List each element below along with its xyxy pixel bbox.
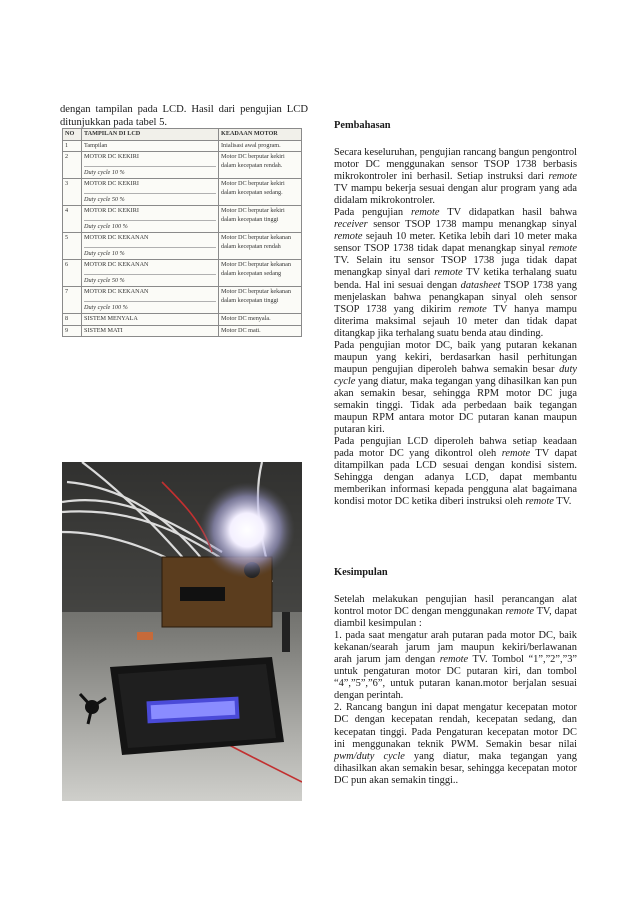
pembahasan-paragraph-3 xyxy=(334,340,577,436)
table-header-display: TAMPILAN DI LCD xyxy=(82,129,219,141)
table-row xyxy=(63,287,302,314)
table-cell-no: 4 xyxy=(63,206,82,233)
italic-term: duty cycle xyxy=(334,363,577,387)
text-span: TV dapat ditampilkan pada LCD sesuai dengan kondisi sistem. Sehingga dengan adanya LCD, dapat membantu memberikan informasi kepada pengguna alat bagaimana kondisi motor DC ketika diberi instruksi oleh xyxy=(334,448,578,508)
table-row xyxy=(63,233,302,260)
pembahasan-paragraph-1 xyxy=(334,147,577,207)
table-cell-display xyxy=(82,314,219,326)
pembahasan-paragraph-4 xyxy=(334,436,577,508)
table-cell-no: 9 xyxy=(63,325,82,337)
table-cell-display xyxy=(82,260,219,287)
table-cell-display xyxy=(82,179,219,206)
text-span: sejauh 10 meter. Ketika lebih dari 10 meter maka sensor TSOP 1738 tidak dapat menangkap sinyal xyxy=(334,231,577,255)
table-cell-display xyxy=(82,287,219,314)
text-span: TV. Tombol “1”,”2”,”3” untuk pengaturan motor DC putaran kiri, dan tombol “4”,”5”,”6”, untuk putaran kanan.motor berjalan sesuai dengan perintah. xyxy=(334,654,578,702)
table-cell-no: 7 xyxy=(63,287,82,314)
pembahasan-heading: Pembahasan xyxy=(334,120,391,131)
text-span: 1. pada saat mengatur arah putaran pada motor DC, baik kekanan/searah jarum jam maupun kekiri/berlawanan arah jarum jam dengan xyxy=(334,630,577,666)
table-row xyxy=(63,206,302,233)
table-cell-state: Motor DC berputar kekanan dalam kecepatan tinggi xyxy=(219,287,302,314)
display-text: SISTEM MATI xyxy=(84,326,123,334)
italic-term: remote xyxy=(458,303,487,315)
text-span: 2. Rancang bangun ini dapat mengatur kecepatan motor DC dengan kecepatan rendah, kecepatan sedang, dan kecepatan tinggi. Pada Pengaturan kecepatan motor DC ini menggunakan teknik PWM. Semakin besar nilai xyxy=(334,702,577,750)
kesimpulan-heading: Kesimpulan xyxy=(334,567,388,578)
italic-term: receiver xyxy=(334,219,368,231)
italic-term: remote xyxy=(439,654,469,666)
table-cell-state: Motor DC menyala. xyxy=(219,314,302,326)
display-text: Tampilan xyxy=(84,141,108,149)
pembahasan-section xyxy=(334,147,577,508)
display-text: MOTOR DC KEKIRI xyxy=(84,207,139,214)
duty-cycle-text: Duty cycle 10 % xyxy=(84,247,216,259)
text-span: Secara keseluruhan, pengujian rancang bangun pengontrol motor DC menggunakan sensor TSOP 1738 berbasis mikrokontroler ini berhasil. Setiap instruksi dari xyxy=(334,147,577,183)
text-span: TV didapatkan hasil bahwa xyxy=(439,207,577,219)
text-span: Pada pengujian motor DC, baik yang putaran kekanan maupun yang kekiri, berdasarkan hasil perhitungan maupun pengujian diperoleh bahwa semakin besar xyxy=(334,339,577,375)
kesimpulan-paragraph-1 xyxy=(334,594,577,630)
table-cell-state: Motor DC mati. xyxy=(219,325,302,337)
display-text: MOTOR DC KEKANAN xyxy=(84,288,149,295)
display-text: MOTOR DC KEKIRI xyxy=(84,153,139,160)
text-span: yang diatur, maka tegangan yang dihasilkan kan pun akan semakin besar, sehingga RPM motor DC juga semakin tinggi. Tidak ada perbedaan baik tegangan maupun RPM antara motor DC putaran kanan maupun putaran kiri. xyxy=(334,375,577,436)
kesimpulan-paragraph-3 xyxy=(334,702,577,786)
duty-cycle-text: Duty cycle 10 % xyxy=(84,166,216,178)
table-cell-display xyxy=(82,140,219,152)
table-cell-display xyxy=(82,233,219,260)
table-header-state: KEADAAN MOTOR xyxy=(219,129,302,141)
italic-term: remote xyxy=(548,243,577,255)
table-cell-state: Motor DC berputar kekiri dalam kecepatan sedang. xyxy=(219,179,302,206)
device-photo xyxy=(62,462,302,801)
table-cell-state: Motor DC berputar kekanan dalam kecepatan sedang xyxy=(219,260,302,287)
text-span: TV mampu bekerja sesuai dengan alur program yang ada didalam mikrokontroler. xyxy=(334,183,577,207)
device-photo-illustration xyxy=(62,462,302,801)
display-text: MOTOR DC KEKIRI xyxy=(84,180,139,187)
display-text: MOTOR DC KEKANAN xyxy=(84,261,149,268)
lcd-test-table xyxy=(62,128,302,337)
italic-term: remote xyxy=(525,496,554,508)
table-header-no: NO xyxy=(63,129,82,141)
italic-term: remote xyxy=(334,231,363,243)
table-cell-display xyxy=(82,325,219,337)
text-span: TV ketika terhalang suatu benda. Hal ini sesuai dengan xyxy=(334,267,578,291)
display-text: SISTEM MENYALA xyxy=(84,315,138,322)
kesimpulan-paragraph-2 xyxy=(334,630,577,702)
table-row xyxy=(63,260,302,287)
italic-term: remote xyxy=(434,267,463,279)
table-cell-state: Motor DC berputar kekanan dalam kecepatan rendah xyxy=(219,233,302,260)
table-row xyxy=(63,179,302,206)
table-cell-display xyxy=(82,206,219,233)
kesimpulan-section xyxy=(334,594,577,787)
table-cell-no: 3 xyxy=(63,179,82,206)
italic-term: pwm/duty cycle xyxy=(334,750,405,762)
table-cell-state: Motor DC berputar kekiri dalam kecepatan rendah. xyxy=(219,152,302,179)
duty-cycle-text: Duty cycle 50 % xyxy=(84,274,216,286)
table-cell-no: 1 xyxy=(63,140,82,152)
text-span: TV. Selain itu sensor TSOP 1738 juga tidak dapat menangkap sinyal dari xyxy=(334,255,577,279)
table-row xyxy=(63,152,302,179)
table-cell-no: 5 xyxy=(63,233,82,260)
text-span: Pada pengujian xyxy=(334,207,412,219)
intro-paragraph: dengan tampilan pada LCD. Hasil dari pengujian LCD ditunjukkan pada tabel 5. xyxy=(60,104,308,128)
text-span: yang diatur, maka tegangan yang dihasilkan akan semakin besar, sehingga kecepatan motor DC pun akan semakin tinggi.. xyxy=(334,750,577,786)
text-span: TV, dapat diambil kesimpulan : xyxy=(334,606,577,630)
text-span: Pada pengujian LCD diperoleh bahwa setiap keadaan pada motor DC yang dikontrol oleh xyxy=(334,436,577,460)
italic-term: remote xyxy=(411,207,440,219)
italic-term: datasheet xyxy=(460,279,501,291)
text-span: TV. xyxy=(553,496,572,508)
table-cell-display xyxy=(82,152,219,179)
italic-term: remote xyxy=(501,448,531,460)
pembahasan-paragraph-2 xyxy=(334,207,577,340)
table-cell-no: 6 xyxy=(63,260,82,287)
table-row xyxy=(63,325,302,337)
table-cell-no: 2 xyxy=(63,152,82,179)
duty-cycle-text: Duty cycle 100 % xyxy=(84,220,216,232)
table-header-row xyxy=(63,129,302,141)
display-text: MOTOR DC KEKANAN xyxy=(84,234,149,241)
text-span: TSOP 1738 yang menjelaskan bahwa penangkapan sinyal oleh sensor TSOP 1738 yang dikirim xyxy=(334,279,577,315)
table-row xyxy=(63,140,302,152)
duty-cycle-text: Duty cycle 50 % xyxy=(84,193,216,205)
text-span: TV hanya mampu diterima maksimal sejauh 10 meter dan tidak dapat ditangkap jika terhalang suatu benda atau dinding. xyxy=(334,303,577,339)
table-cell-no: 8 xyxy=(63,314,82,326)
table-cell-state: Inialisasi awal program. xyxy=(219,140,302,152)
duty-cycle-text: Duty cycle 100 % xyxy=(84,301,216,313)
table-row xyxy=(63,314,302,326)
text-span: sensor TSOP 1738 mampu menangkap sinyal xyxy=(367,219,577,231)
text-span: Setelah melakukan pengujian hasil perancangan alat kontrol motor DC dengan menggunakan xyxy=(334,594,577,618)
italic-term: remote xyxy=(505,606,534,618)
italic-term: remote xyxy=(548,171,577,183)
table-cell-state: Motor DC berputar kekiri dalam kecepatan tinggi xyxy=(219,206,302,233)
